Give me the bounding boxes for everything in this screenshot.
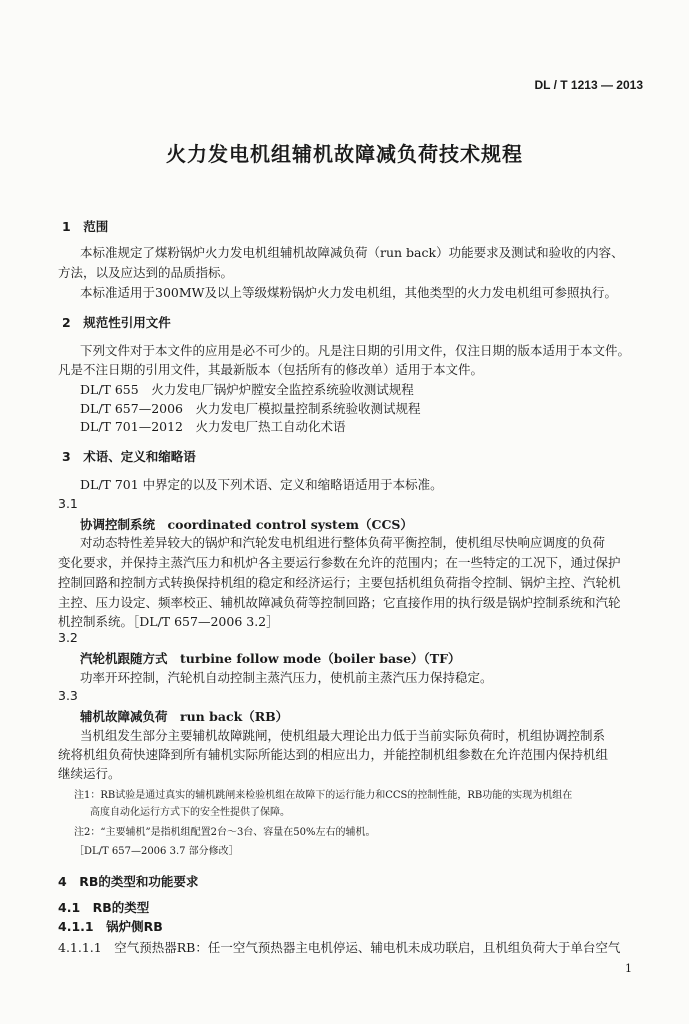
section-2-heading: 2 规范性引用文件 <box>62 315 171 330</box>
note-source: ［DL/T 657—2006 3.7 部分修改］ <box>74 846 239 857</box>
term-title: 协调控制系统 coordinated control system（CCS） <box>80 517 413 532</box>
term-title: 汽轮机跟随方式 turbine follow mode（boiler base）（TF） <box>80 651 461 666</box>
section-1-heading: 1 范围 <box>62 219 109 234</box>
reference-item: DL/T 701—2012 火力发电厂热工自动化术语 <box>80 419 346 434</box>
note-2: 注2：“主要辅机”是指机组配置2台～3台、容量在50%左右的辅机。 <box>74 827 376 838</box>
page-number: 1 <box>625 962 632 975</box>
note-1-line2: 高度自动化运行方式下的安全性提供了保障。 <box>90 807 290 818</box>
document-title: 火力发电机组辅机故障减负荷技术规程 <box>166 142 523 166</box>
sec3-intro: DL/T 701 中界定的以及下列术语、定义和缩略语适用于本标准。 <box>80 477 443 492</box>
reference-item: DL/T 655 火力发电厂锅炉炉膛安全监控系统验收测试规程 <box>80 382 414 397</box>
term-definition-line: 对动态特性差异较大的锅炉和汽轮发电机组进行整体负荷平衡控制，使机组尽快响应调度的负荷 <box>80 535 606 550</box>
term-definition-line: 当机组发生部分主要辅机故障跳闸，使机组最大理论出力低于当前实际负荷时，机组协调控制系 <box>80 728 606 743</box>
reference-item: DL/T 657—2006 火力发电厂模拟量控制系统验收测试规程 <box>80 401 421 416</box>
term-definition-line: 机控制系统。［DL/T 657—2006 3.2］ <box>58 614 279 629</box>
sec1-para2: 本标准适用于300MW及以上等级煤粉锅炉火力发电机组，其他类型的火力发电机组可参照执行。 <box>80 285 618 300</box>
clause-4-1-1-1: 4.1.1.1 空气预热器RB：任一空气预热器主电机停运、辅电机未成功联启，且机组负荷大于单台空气 <box>58 940 621 955</box>
section-3-heading: 3 术语、定义和缩略语 <box>62 449 196 464</box>
sec2-para1-line2: 凡是不注日期的引用文件，其最新版本（包括所有的修改单）适用于本文件。 <box>58 362 484 377</box>
subsection-4-1-1: 4.1.1 锅炉侧RB <box>58 919 163 934</box>
term-number: 3.2 <box>58 630 78 645</box>
term-definition-line: 变化要求，并保持主蒸汽压力和机炉各主要运行参数在允许的范围内；在一些特定的工况下，通过保护 <box>58 555 621 570</box>
term-definition-line: 主控、压力设定、频率校正、辅机故障减负荷等控制回路；它直接作用的执行级是锅炉控制系统和汽轮 <box>58 595 621 610</box>
standard-number: DL / T 1213 — 2013 <box>534 78 643 92</box>
term-definition-line: 继续运行。 <box>58 766 121 781</box>
term-number: 3.1 <box>58 496 78 511</box>
term-title: 辅机故障减负荷 run back（RB） <box>80 709 289 724</box>
sec2-para1-line1: 下列文件对于本文件的应用是必不可少的。凡是注日期的引用文件，仅注日期的版本适用于本文件。 <box>80 343 631 358</box>
subsection-4-1: 4.1 RB的类型 <box>58 900 150 915</box>
sec1-para1-line2: 方法，以及应达到的品质指标。 <box>58 265 234 280</box>
section-4-heading: 4 RB的类型和功能要求 <box>58 874 199 889</box>
note-1-line1: 注1：RB试验是通过真实的辅机跳闸来检验机组在故障下的运行能力和CCS的控制性能，RB功能的实现为机组在 <box>74 790 573 801</box>
term-definition-line: 控制回路和控制方式转换保持机组的稳定和经济运行；主要包括机组负荷指令控制、锅炉主控、汽轮机 <box>58 575 621 590</box>
term-definition-line: 功率开环控制，汽轮机自动控制主蒸汽压力，使机前主蒸汽压力保持稳定。 <box>80 670 493 685</box>
sec1-para1-line1: 本标准规定了煤粉锅炉火力发电机组辅机故障减负荷（run back）功能要求及测试和验收的内容、 <box>80 245 624 260</box>
term-number: 3.3 <box>58 688 78 703</box>
term-definition-line: 统将机组负荷快速降到所有辅机实际所能达到的相应出力，并能控制机组参数在允许范围内保持机组 <box>58 747 609 762</box>
